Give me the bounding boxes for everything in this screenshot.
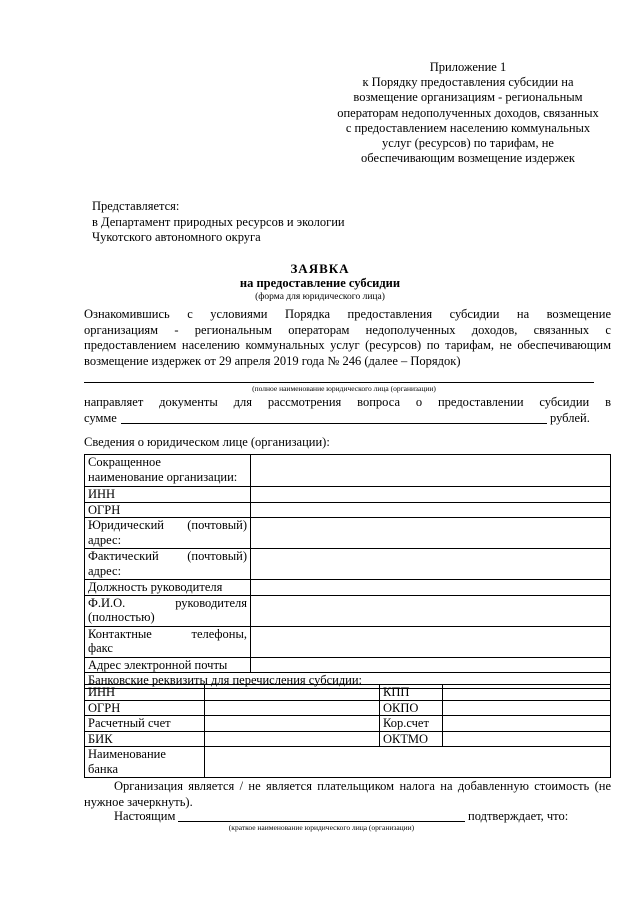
okpo-value[interactable]: [443, 700, 611, 716]
actual-address-value[interactable]: [251, 549, 611, 580]
vat-line: нужное зачеркнуть).: [84, 794, 193, 809]
phones-value[interactable]: [251, 626, 611, 657]
bank-inn-label: ИНН: [85, 685, 205, 701]
table-row: [85, 549, 611, 580]
short-name-label: Сокращенное наименование организации:: [85, 455, 251, 487]
oktmo-label: ОКТМО: [380, 731, 443, 747]
sends-line: направляет документы для рассмотрения вопроса о предоставлении субсидии в: [84, 395, 611, 409]
bank-inn-value[interactable]: [205, 685, 380, 701]
intro-line: предоставлением населению коммунальных услуг (ресурсов) по тарифам, не обеспечивающим: [84, 338, 611, 352]
bank-title: Банковские реквизиты для перечисления субсидии:: [85, 673, 611, 689]
intro-line: возмещение издержек от 29 апреля 2019 года № 246 (далее – Порядок): [84, 353, 461, 368]
sends-paragraph: [84, 395, 611, 427]
confirm-org-field[interactable]: [178, 821, 465, 822]
info-title: Сведения о юридическом лице (организации):: [84, 435, 330, 449]
corr-value[interactable]: [443, 716, 611, 732]
appendix-line: возмещение организациям - региональным: [353, 90, 583, 105]
appendix-line: с предоставлением населению коммунальных: [345, 120, 591, 135]
kpp-label: КПП: [380, 685, 443, 701]
head-name-label: Ф.И.О. руководителя (полностью): [85, 595, 251, 626]
table-row: [85, 747, 611, 778]
table-row: [85, 657, 611, 673]
okpo-label: ОКПО: [380, 700, 443, 716]
appendix-line: к Порядку предоставления субсидии на: [362, 75, 574, 90]
recipient-line: Чукотского автономного округа: [92, 230, 261, 244]
table-row: [85, 580, 611, 596]
sum-field[interactable]: [121, 423, 547, 424]
intro-line: Ознакомившись с условиями Порядка предоставления субсидии на возмещение: [84, 307, 611, 321]
bank-name-value[interactable]: [205, 747, 611, 778]
table-row: [85, 700, 611, 716]
confirm-caption: (краткое наименование юридического лица (организации): [228, 823, 415, 832]
vat-line: Организация является / не является плательщиком налога на добавленную стоимость (не: [114, 779, 611, 793]
bik-value[interactable]: [205, 731, 380, 747]
head-name-value[interactable]: [251, 595, 611, 626]
appendix-block: [322, 60, 614, 166]
table-row: [85, 518, 611, 549]
intro-line: организациям - региональным операторам недополученных доходов, связанных с: [84, 322, 611, 337]
account-value[interactable]: [205, 716, 380, 732]
appendix-line: операторам недополученных доходов, связанных: [337, 105, 599, 120]
table-row: [85, 487, 611, 503]
confirm-suffix: подтверждает, что:: [468, 809, 569, 823]
corr-label: Кор.счет: [380, 716, 443, 732]
form-note: (форма для юридического лица): [255, 292, 385, 302]
vat-paragraph: [84, 779, 611, 810]
head-position-label: Должность руководителя: [85, 580, 251, 596]
legal-address-value[interactable]: [251, 518, 611, 549]
account-label: Расчетный счет: [85, 716, 205, 732]
ogrn-value[interactable]: [251, 502, 611, 518]
table-row: [85, 731, 611, 747]
short-name-value[interactable]: [251, 455, 611, 487]
table-row: [85, 455, 611, 487]
table-row: [85, 626, 611, 657]
legal-address-label: Юридический (почтовый) адрес:: [85, 518, 251, 549]
table-row: [85, 595, 611, 626]
confirm-block: [84, 809, 611, 839]
sum-label: сумме: [84, 410, 117, 425]
bank-ogrn-value[interactable]: [205, 700, 380, 716]
head-position-value[interactable]: [251, 580, 611, 596]
recipient-line: Представляется:: [92, 199, 180, 213]
bank-ogrn-label: ОГРН: [85, 700, 205, 716]
bank-name-label: Наименование банка: [85, 747, 205, 778]
bank-table: [84, 684, 611, 778]
recipient-block: [92, 199, 345, 246]
inn-label: ИНН: [85, 487, 251, 503]
phones-label: Контактные телефоны, факс: [85, 626, 251, 657]
table-row: [85, 685, 611, 701]
sum-currency: рублей.: [550, 410, 590, 425]
document-title: ЗАЯВКА: [290, 261, 350, 276]
appendix-line: услуг (ресурсов) по тарифам, не: [382, 136, 554, 151]
actual-address-label: Фактический (почтовый) адрес:: [85, 549, 251, 580]
table-row: [85, 716, 611, 732]
org-info-table: [84, 454, 611, 689]
intro-paragraph: [84, 307, 611, 369]
org-name-field[interactable]: [84, 382, 594, 383]
appendix-line: Приложение 1: [429, 60, 507, 74]
email-value[interactable]: [251, 657, 611, 673]
email-label: Адрес электронной почты: [85, 657, 251, 673]
table-row: [85, 502, 611, 518]
oktmo-value[interactable]: [443, 731, 611, 747]
org-name-caption: (полное наименование юридического лица (организации): [252, 384, 436, 393]
inn-value[interactable]: [251, 487, 611, 503]
recipient-line: в Департамент природных ресурсов и экологии: [92, 214, 345, 229]
confirm-prefix: Настоящим: [114, 809, 176, 823]
document-subtitle: на предоставление субсидии: [239, 276, 401, 290]
bik-label: БИК: [85, 731, 205, 747]
ogrn-label: ОГРН: [85, 502, 251, 518]
kpp-value[interactable]: [443, 685, 611, 701]
appendix-line: обеспечивающим возмещение издержек: [361, 151, 575, 166]
